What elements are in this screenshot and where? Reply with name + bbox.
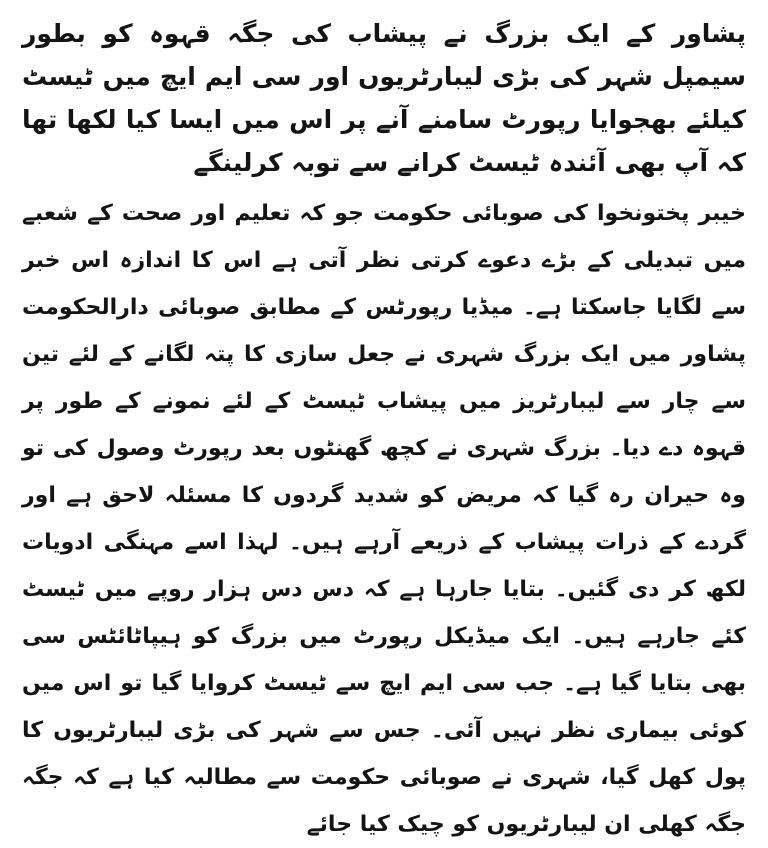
article-headline: پشاور کے ایک بزرگ نے پیشاب کی جگہ قہوہ کو بطور سیمپل شہر کی بڑی لیبارٹریوں اور سی ایم ایچ میں ٹیسٹ کیلئے بھجوایا رپورٹ سامنے آنے پر اس میں ایسا کیا لکھا تھا کہ آپ بھی آئندہ ٹیسٹ کرانے سے توبہ کرلینگے bbox=[22, 19, 746, 177]
article bbox=[22, 12, 746, 848]
article-body: خیبر پختونخوا کی صوبائی حکومت جو کہ تعلیم اور صحت کے شعبے میں تبدیلی کے بڑے دعوے کرتی نظر آتی ہے اس کا اندازہ اس خبر سے لگایا جاسکتا ہے۔ میڈیا رپورٹس کے مطابق صوبائی دارالحکومت پشاور میں ایک بزرگ شہری نے جعل سازی کا پتہ لگانے کے لئے تین سے چار سے لیبارٹریز میں پیشاب ٹیسٹ کے لئے نمونے کے طور پر قہوہ دے دیا۔ بزرگ شہری نے کچھ گھنٹوں بعد رپورٹ وصول کی تو وہ حیران رہ گیا کہ مریض کو شدید گردوں کا مسئلہ لاحق ہے اور گردے کے ذرات پیشاب کے ذریعے آرہے ہیں۔ لہذا اسے مہنگی ادویات لکھ کر دی گئیں۔ بتایا جارہا ہے کہ دس دس ہزار روپے میں ٹیسٹ کئے جارہے ہیں۔ ایک میڈیکل رپورٹ میں بزرگ کو ہیپاٹائٹس سی بھی بتایا گیا ہے۔ جب سی ایم ایچ سے ٹیسٹ کروایا گیا تو اس میں کوئی بیماری نظر نہیں آئی۔ جس سے شہر کی بڑی لیبارٹریوں کا پول کھل گیا، شہری نے صوبائی حکومت سے مطالبہ کیا ہے کہ جگہ جگہ کھلی ان لیبارٹریوں کو چیک کیا جائے bbox=[22, 201, 746, 837]
